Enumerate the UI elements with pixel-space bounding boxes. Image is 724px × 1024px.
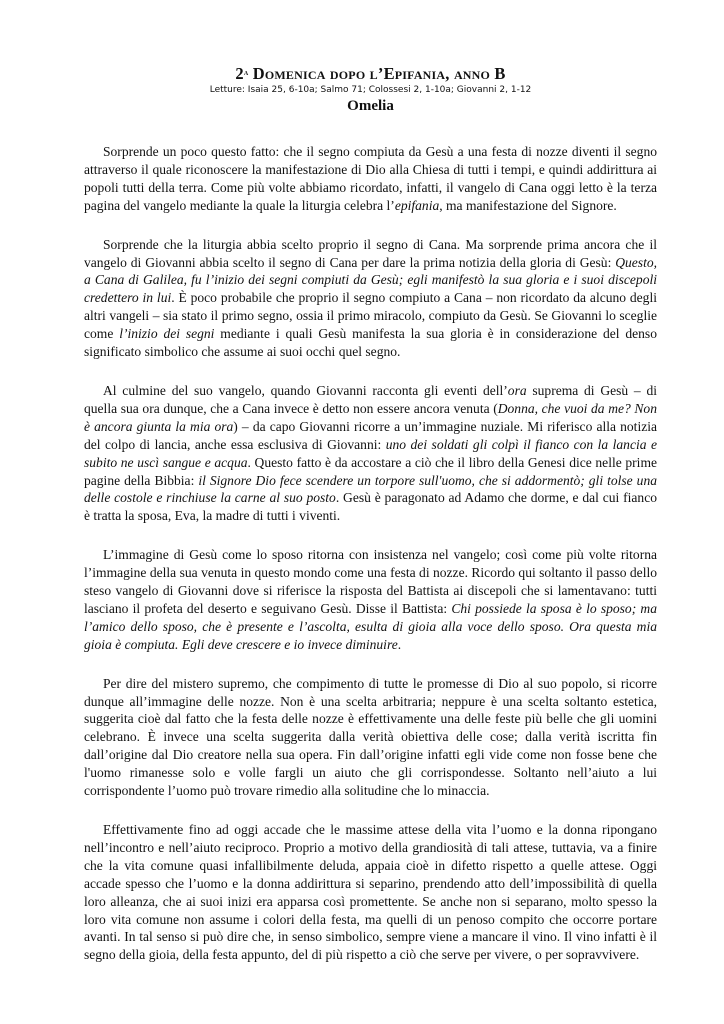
paragraph-text: Per dire del mistero supremo, che compimento di tutte le promesse di Dio al suo popolo, si ricorre dunque all’immagine delle nozze. Non è una scelta arbitraria; neppure è una scelta soltanto estetica, suggerita cioè dal fatto che la festa delle nozze è effettivamente una delle feste più belle che gli uomini celebrano. È invece una scelta suggerita dalla verità obiettiva delle cose; dalla verità iscritta fin dall’origine dal Dio creatore nella sua opera. Fin dall’origine infatti egli vide come non fosse bene che l'uomo rimanesse solo e volle fargli un aiuto che gli corrispondesse. Soltanto nell’aiuto a lui corrispondente l’uomo può trovare rimedio alla solitudine che lo minaccia. bbox=[84, 675, 657, 799]
italic-quote: l’inizio dei segni bbox=[119, 326, 215, 342]
paragraph-text: . Questo fatto è da accostare a ciò che il libro della Genesi dice nelle prime pagine della Bibbia: bbox=[84, 454, 657, 488]
document-page bbox=[84, 64, 657, 985]
paragraph-text: suprema di Gesù – di quella sua ora dunque, che a Cana invece è detto non essere ancora venuta ( bbox=[84, 382, 657, 416]
italic-quote: uno dei soldati gli colpì il fianco con la lancia e subito ne uscì sangue e acqua bbox=[84, 436, 657, 470]
paragraph-text: . Gesù è paragonato ad Adamo che dorme, e dal cui fianco è tratta la sposa, Eva, la madre di tutti i viventi. bbox=[84, 490, 657, 524]
readings-line: Letture: Isaia 25, 6-10a; Salmo 71; Colossesi 2, 1-10a; Giovanni 2, 1-12 bbox=[209, 85, 532, 95]
title-number: 2 bbox=[235, 64, 244, 83]
paragraph-text: Effettivamente fino ad oggi accade che le massime attese della vita l’uomo e la donna ripongano nell’incontro e nell’aiuto reciproco. Proprio a motivo della grandiosità di tali attese, tuttavia, va a finire che la vita comune quasi infallibilmente deluda, appaia cioè in difetto rispetto a quelle attese. Oggi accade spesso che l’uomo e la donna addirittura si separino, prendendo atto dell’impossibilità di quella loro alleanza, che ai suoi inizi era apparsa così promettente. Se anche non si separano, molto spesso la loro vita comune non assume i colori della festa, ma quelli di un penoso compito che occorre portare avanti. In tal senso si può dire che, in senso simbolico, sempre viene a mancare il vino. Il vino infatti è il segno della gioia, della festa appunto, del di più rispetto a ciò che serve per vivere, o per sopravvivere. bbox=[84, 822, 657, 963]
italic-quote: ora bbox=[507, 382, 527, 398]
paragraph-text: . bbox=[397, 636, 402, 652]
italic-quote: il Signore Dio fece scendere un torpore sull'uomo, che si addormentò; gli tolse una delle costole e rinchiuse la carne al suo posto bbox=[84, 472, 657, 506]
paragraph-text: . È poco probabile che proprio il segno compiuto a Cana – non ricordato da alcuno degli altri vangeli – sia stato il primo segno, ossia il primo miracolo, compiuto da Gesù. Se Giovanni lo sceglie come bbox=[84, 290, 657, 342]
paragraph-text: ) – da capo Giovanni ricorre a un’immagine nuziale. Mi riferisco alla notizia del colpo di lancia, anche essa esclusiva di Giovanni: bbox=[84, 418, 657, 452]
paragraph bbox=[84, 675, 657, 800]
italic-quote: epifania bbox=[394, 197, 440, 213]
paragraph-text: Sorprende un poco questo fatto: che il segno compiuta da Gesù a una festa di nozze diventi il segno attraverso il quale riconoscere la manifestazione di Dio alla Chiesa di tutti i tempi, e quindi addirittura ai popoli tutti della terra. Come più volte abbiamo ricordato, infatti, il vangelo di Cana oggi letto è la terza pagina del vangelo mediante la quale la liturgia celebra l’ bbox=[84, 144, 657, 213]
paragraph bbox=[84, 382, 657, 525]
paragraph bbox=[84, 546, 657, 653]
italic-quote: Donna, che vuoi da me? Non è ancora giunta la mia ora bbox=[84, 400, 657, 434]
paragraph-text: Sorprende che la liturgia abbia scelto proprio il segno di Cana. Ma sorprende prima ancora che il vangelo di Giovanni abbia scelto il segno di Cana per dare la prima notizia della gloria di Gesù: bbox=[84, 236, 657, 270]
title-text: Domenica dopo l’Epifania, anno B bbox=[248, 64, 506, 83]
paragraph-text: mediante i quali Gesù manifesta la sua gloria è in considerazione del denso significato simbolico che assume ai suoi occhi quel segno. bbox=[84, 326, 657, 360]
italic-quote: Chi possiede la sposa è lo sposo; ma l’amico dello sposo, che è presente e l’ascolta, esulta di gioia alla voce dello sposo. Ora questa mia gioia è compiuta. Egli deve crescere e io invece diminuire bbox=[84, 600, 657, 652]
paragraph-text: , ma manifestazione del Signore. bbox=[439, 197, 617, 213]
document-body bbox=[84, 143, 657, 964]
paragraph bbox=[84, 821, 657, 964]
paragraph-text: L’immagine di Gesù come lo sposo ritorna con insistenza nel vangelo; così come più volte ritorna l’immagine della sua venuta in questo mondo come una festa di nozze. Ricordo qui soltanto il passo dello steso vangelo di Giovanni dove si riferisce la risposta del Battista ai discepoli che si lamentavano: tutti lasciano il profeta del deserto e seguivano Gesù. Disse il Battista: bbox=[84, 547, 657, 616]
paragraph bbox=[84, 143, 657, 215]
italic-quote: Questo, a Cana di Galilea, fu l’inizio dei segni compiuti da Gesù; egli manifestò la sua gloria e i suoi discepoli credettero in lui bbox=[84, 254, 657, 306]
paragraph-text: Al culmine del suo vangelo, quando Giovanni racconta gli eventi dell’ bbox=[103, 382, 508, 398]
paragraph bbox=[84, 236, 657, 361]
page-title bbox=[84, 64, 657, 83]
title-superscript: a bbox=[243, 67, 249, 77]
page-subtitle: Omelia bbox=[347, 98, 394, 114]
